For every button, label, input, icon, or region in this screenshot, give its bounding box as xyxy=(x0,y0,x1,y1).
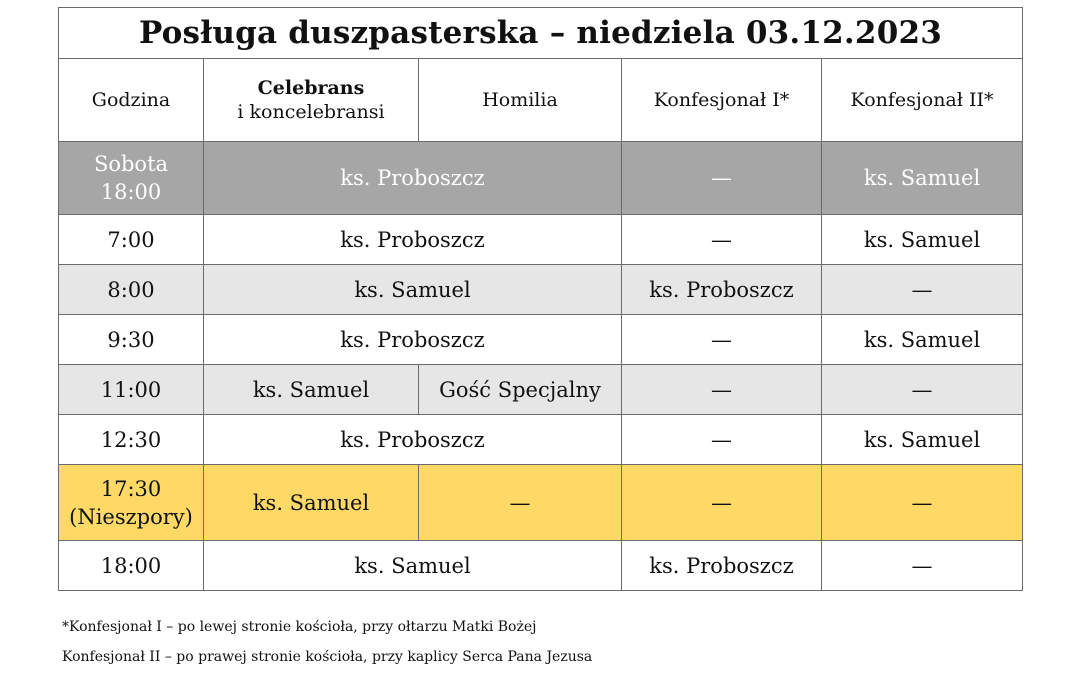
celebrant-cell: ks. Proboszcz xyxy=(204,142,622,215)
header-confessional-1: Konfesjonał I* xyxy=(622,59,822,142)
table-row xyxy=(59,215,1023,265)
footnote-confessional-1: *Konfesjonał I – po lewej stronie kościoła, przy ołtarzu Matki Bożej xyxy=(62,619,537,635)
confessional-2-cell: — xyxy=(822,465,1023,541)
celebrant-cell: ks. Samuel xyxy=(204,541,622,591)
table-row xyxy=(59,541,1023,591)
time-hour: 17:30 xyxy=(100,476,162,501)
time-cell xyxy=(59,142,204,215)
confessional-2-cell: — xyxy=(822,541,1023,591)
page-title: Posługa duszpasterska – niedziela 03.12.2023 xyxy=(59,8,1023,59)
confessional-2-cell: ks. Samuel xyxy=(822,215,1023,265)
time-note: (Nieszpory) xyxy=(69,504,193,529)
schedule-table xyxy=(58,7,1023,591)
confessional-1-cell: — xyxy=(622,142,822,215)
table-row xyxy=(59,365,1023,415)
table-row xyxy=(59,315,1023,365)
celebrant-cell: ks. Proboszcz xyxy=(204,415,622,465)
confessional-1-cell: ks. Proboszcz xyxy=(622,265,822,315)
table-row xyxy=(59,465,1023,541)
header-hour: Godzina xyxy=(59,59,204,142)
table-row xyxy=(59,142,1023,215)
header-homily: Homilia xyxy=(419,59,622,142)
confessional-2-cell: — xyxy=(822,265,1023,315)
header-row xyxy=(59,59,1023,142)
footnotes xyxy=(62,612,592,672)
time-cell: 7:00 xyxy=(59,215,204,265)
footnote-confessional-2: Konfesjonał II – po prawej stronie kościoła, przy kaplicy Serca Pana Jezusa xyxy=(62,649,593,665)
celebrant-cell: ks. Samuel xyxy=(204,365,419,415)
confessional-1-cell: — xyxy=(622,365,822,415)
time-cell: 11:00 xyxy=(59,365,204,415)
header-celebrant-line1: Celebrans xyxy=(257,77,365,99)
confessional-2-cell: ks. Samuel xyxy=(822,315,1023,365)
header-celebrant xyxy=(204,59,419,142)
time-cell xyxy=(59,465,204,541)
header-celebrant-line2: i koncelebransi xyxy=(237,101,385,123)
celebrant-cell: ks. Samuel xyxy=(204,265,622,315)
confessional-1-cell: — xyxy=(622,465,822,541)
table-row xyxy=(59,265,1023,315)
homily-cell: — xyxy=(419,465,622,541)
table-row xyxy=(59,415,1023,465)
time-day: Sobota xyxy=(93,152,169,176)
confessional-2-cell: ks. Samuel xyxy=(822,415,1023,465)
confessional-1-cell: — xyxy=(622,415,822,465)
time-cell: 9:30 xyxy=(59,315,204,365)
celebrant-cell: ks. Proboszcz xyxy=(204,315,622,365)
homily-cell: Gość Specjalny xyxy=(419,365,622,415)
confessional-1-cell: — xyxy=(622,315,822,365)
confessional-2-cell: ks. Samuel xyxy=(822,142,1023,215)
confessional-2-cell: — xyxy=(822,365,1023,415)
time-cell: 12:30 xyxy=(59,415,204,465)
confessional-1-cell: — xyxy=(622,215,822,265)
celebrant-cell: ks. Proboszcz xyxy=(204,215,622,265)
header-confessional-2: Konfesjonał II* xyxy=(822,59,1023,142)
time-cell: 8:00 xyxy=(59,265,204,315)
time-cell: 18:00 xyxy=(59,541,204,591)
celebrant-cell: ks. Samuel xyxy=(204,465,419,541)
time-hour: 18:00 xyxy=(100,180,162,204)
confessional-1-cell: ks. Proboszcz xyxy=(622,541,822,591)
